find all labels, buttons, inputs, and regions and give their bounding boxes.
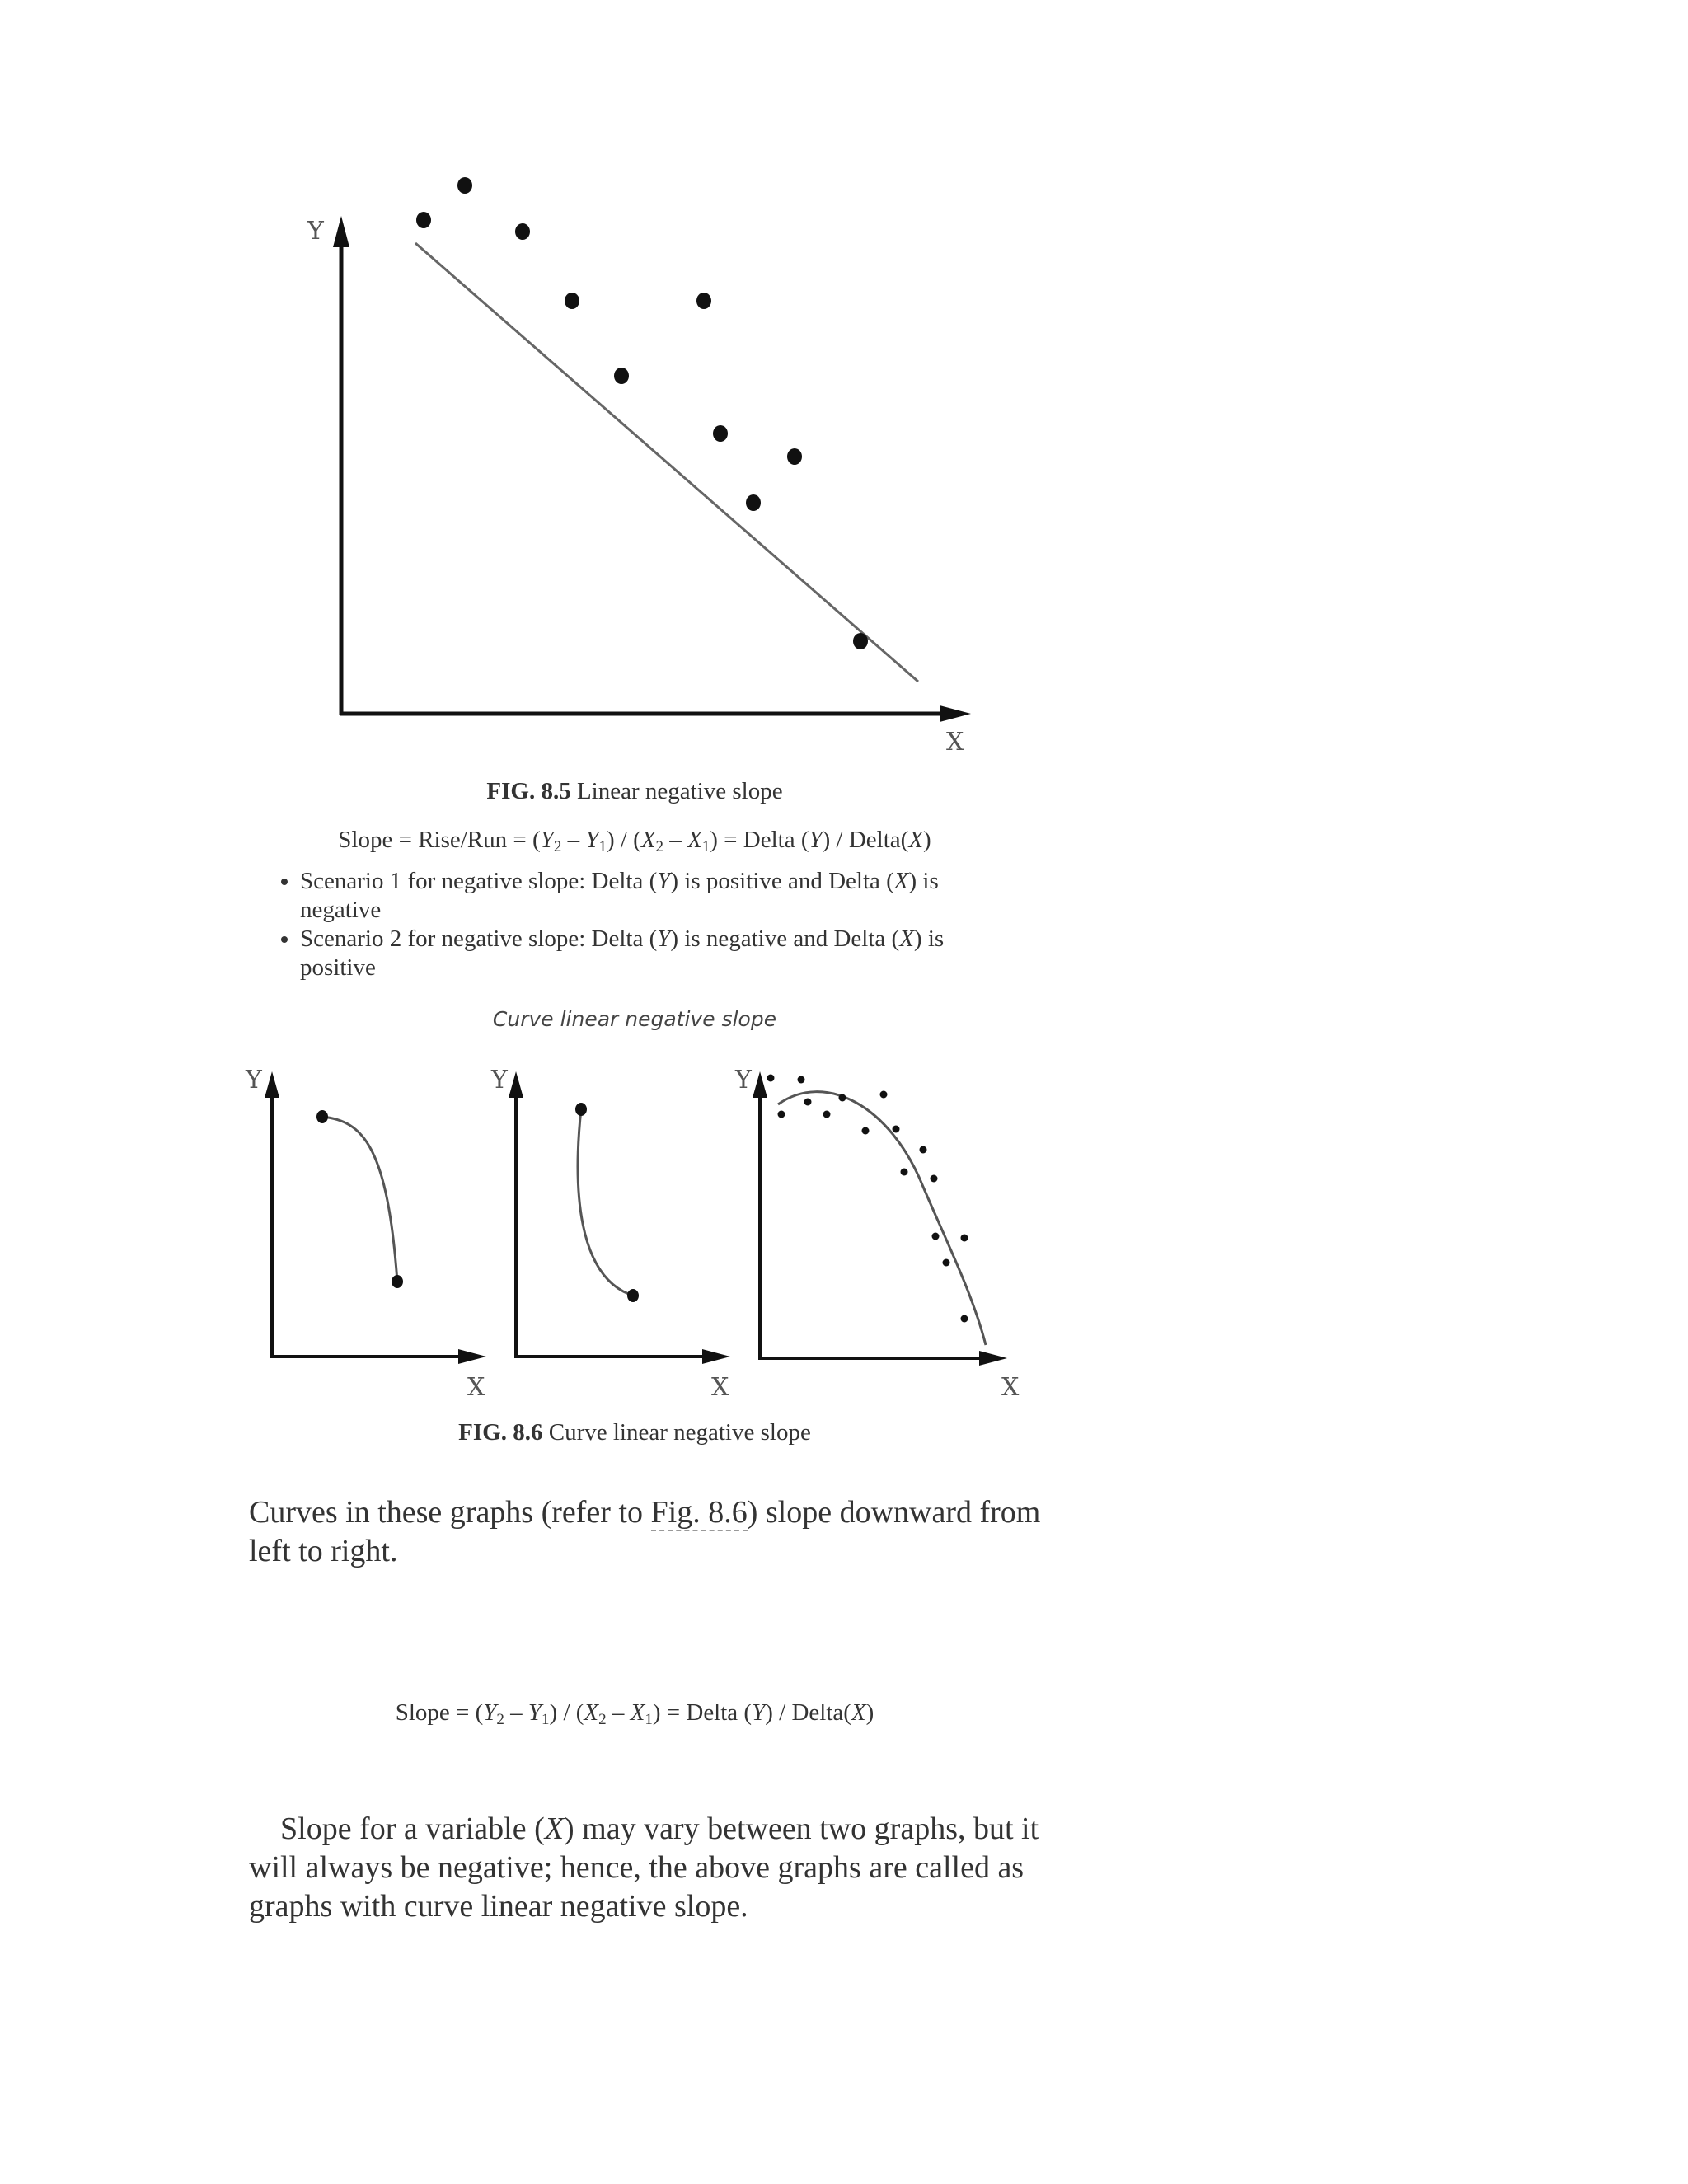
eq1-y1: Y: [585, 827, 599, 853]
panel-3-curve: [778, 1092, 986, 1345]
eq1-x2-sub: 2: [655, 838, 664, 855]
panel-3-dot: [880, 1091, 888, 1099]
fig-8-5-chart: [0, 0, 1688, 791]
panel-3-dot: [901, 1169, 908, 1176]
eq1-prefix: Slope = Rise/Run = (: [338, 827, 541, 853]
list-item: [300, 925, 1025, 982]
panel-3-dot: [862, 1127, 870, 1135]
panel-3-dot: [778, 1111, 785, 1118]
fig-8-6-chart: [0, 1055, 1688, 1418]
eq1-x1-sub: 1: [701, 838, 710, 855]
scatter-point: [416, 212, 431, 228]
scenario-1-c: ) is negative: [300, 868, 939, 923]
scenario-2-v2: X: [899, 926, 914, 952]
trend-line: [415, 243, 918, 682]
fig-8-5-caption-text: Linear negative slope: [576, 778, 783, 804]
scenario-2-v1: Y: [657, 926, 671, 952]
eq2-dx: X: [851, 1699, 866, 1726]
eq1-delta-b: ) / Delta(: [822, 827, 909, 853]
scenario-1-b: ) is positive and Delta (: [670, 868, 894, 894]
eq2-end: ): [865, 1699, 874, 1726]
fig-8-6-subtitle: Curve linear negative slope: [492, 1007, 777, 1031]
fig-8-6-panel-1: [245, 1066, 486, 1402]
panel-1-point: [316, 1110, 328, 1123]
panel-2-point: [627, 1289, 639, 1302]
eq2-y2: Y: [483, 1699, 497, 1726]
panel-3-y-label: Y: [735, 1066, 752, 1094]
eq2-y1-sub: 1: [542, 1711, 550, 1728]
para2-b: ) may vary between two graphs, but it will always be negative; hence, the above graphs are called as graphs with curve linear negative slope.: [249, 1811, 1039, 1924]
panel-2-y-label: Y: [491, 1066, 508, 1094]
eq1-delta-a: ) = Delta (: [710, 827, 809, 853]
panel-3-dot: [920, 1146, 927, 1154]
scatter-point: [565, 293, 579, 309]
y-axis-arrow-icon: [333, 216, 349, 247]
panel-3-dot: [823, 1111, 831, 1118]
scatter-point: [746, 494, 761, 511]
eq2-x2-sub: 2: [598, 1711, 607, 1728]
scatter-point: [853, 633, 868, 649]
fig-8-5-caption-number: FIG. 8.5: [486, 778, 571, 804]
panel-3-x-label: X: [1001, 1373, 1020, 1402]
fig-8-5-caption: [0, 778, 1269, 805]
panel-2-y-arrow-icon: [509, 1071, 523, 1098]
para2-a: Slope for a variable (: [280, 1811, 545, 1846]
x-axis-label: X: [946, 728, 964, 757]
panel-3-dot: [943, 1259, 950, 1267]
y-axis-label: Y: [307, 217, 324, 246]
eq1-minus2: –: [663, 827, 688, 853]
eq1-y2-sub: 2: [553, 838, 562, 855]
panel-3-dot: [961, 1315, 968, 1323]
eq2-dy: Y: [752, 1699, 766, 1726]
panel-3-dot: [767, 1075, 775, 1082]
fig-8-6-caption: [0, 1419, 1269, 1446]
scatter-point: [457, 177, 472, 194]
eq2-y2-sub: 2: [496, 1711, 504, 1728]
fig-8-6-link[interactable]: Fig. 8.6: [650, 1495, 748, 1530]
fig-8-6-caption-text: Curve linear negative slope: [548, 1419, 811, 1446]
scenario-1-v2: X: [893, 868, 909, 894]
eq2-x1-sub: 1: [645, 1711, 653, 1728]
slope-equation-1: [0, 827, 1269, 854]
panel-1-x-arrow-icon: [458, 1349, 486, 1364]
fig-8-6-panel-3: [734, 1066, 1020, 1402]
list-item: [300, 867, 1025, 925]
panel-2-x-arrow-icon: [702, 1349, 730, 1364]
para2-v: X: [544, 1811, 564, 1846]
eq1-mid: ) / (: [606, 827, 641, 853]
para1-a: Curves in these graphs (refer to: [249, 1495, 651, 1530]
scatter-point: [713, 425, 728, 442]
scenario-1-a: Scenario 1 for negative slope: Delta (: [300, 868, 658, 894]
eq2-x2: X: [584, 1699, 599, 1726]
eq2-x1: X: [630, 1699, 645, 1726]
scenario-2-c: ) is positive: [300, 926, 945, 981]
panel-1-x-label: X: [467, 1373, 485, 1402]
eq1-dx: X: [908, 827, 924, 853]
panel-1-curve: [322, 1117, 397, 1282]
scatter-point: [515, 223, 530, 240]
panel-3-dot: [798, 1076, 805, 1084]
eq2-minus2: –: [606, 1699, 631, 1726]
panel-2-curve: [578, 1109, 633, 1296]
eq2-minus1: –: [504, 1699, 528, 1726]
panel-3-dot: [931, 1175, 938, 1183]
paragraph-curves: [249, 1493, 1057, 1571]
eq2-mid: ) / (: [549, 1699, 584, 1726]
panel-3-y-arrow-icon: [753, 1071, 767, 1098]
panel-3-x-arrow-icon: [979, 1351, 1007, 1366]
scenario-list: [272, 867, 1025, 982]
scatter-point: [787, 448, 802, 465]
scenario-2-b: ) is negative and Delta (: [670, 926, 900, 952]
fig-8-6-caption-number: FIG. 8.6: [458, 1419, 543, 1446]
eq2-delta-a: ) = Delta (: [652, 1699, 753, 1726]
panel-3-dots: [767, 1075, 968, 1323]
scatter-point: [614, 368, 629, 384]
panel-2-x-label: X: [711, 1373, 729, 1402]
panel-3-dot: [961, 1235, 968, 1242]
eq2-prefix: Slope = (: [395, 1699, 484, 1726]
paragraph-conclusion: [249, 1810, 1057, 1926]
panel-1-y-arrow-icon: [265, 1071, 279, 1098]
eq1-y1-sub: 1: [598, 838, 607, 855]
scenario-2-a: Scenario 2 for negative slope: Delta (: [300, 926, 658, 952]
panel-1-y-label: Y: [246, 1066, 262, 1094]
eq2-delta-b: ) / Delta(: [765, 1699, 851, 1726]
panel-1-point: [392, 1275, 403, 1288]
eq1-minus1: –: [561, 827, 586, 853]
x-axis-arrow-icon: [940, 705, 971, 722]
panel-3-dot: [893, 1126, 900, 1133]
eq1-y2: Y: [540, 827, 554, 853]
eq1-x1: X: [687, 827, 702, 853]
panel-3-dot: [839, 1094, 846, 1102]
eq1-end: ): [923, 827, 931, 853]
fig-8-5-marks: [415, 177, 918, 682]
panel-3-dot: [932, 1233, 940, 1240]
eq2-y1: Y: [528, 1699, 542, 1726]
panel-3-dot: [804, 1099, 812, 1106]
panel-2-point: [575, 1103, 587, 1116]
eq1-x2: X: [640, 827, 656, 853]
fig-8-6-panel-2: [490, 1066, 730, 1402]
eq1-dy: Y: [809, 827, 823, 853]
slope-equation-2: [0, 1699, 1269, 1727]
para1-b: ) slope downward from left to right.: [249, 1495, 1041, 1568]
scatter-point: [696, 293, 711, 309]
scenario-1-v1: Y: [657, 868, 671, 894]
